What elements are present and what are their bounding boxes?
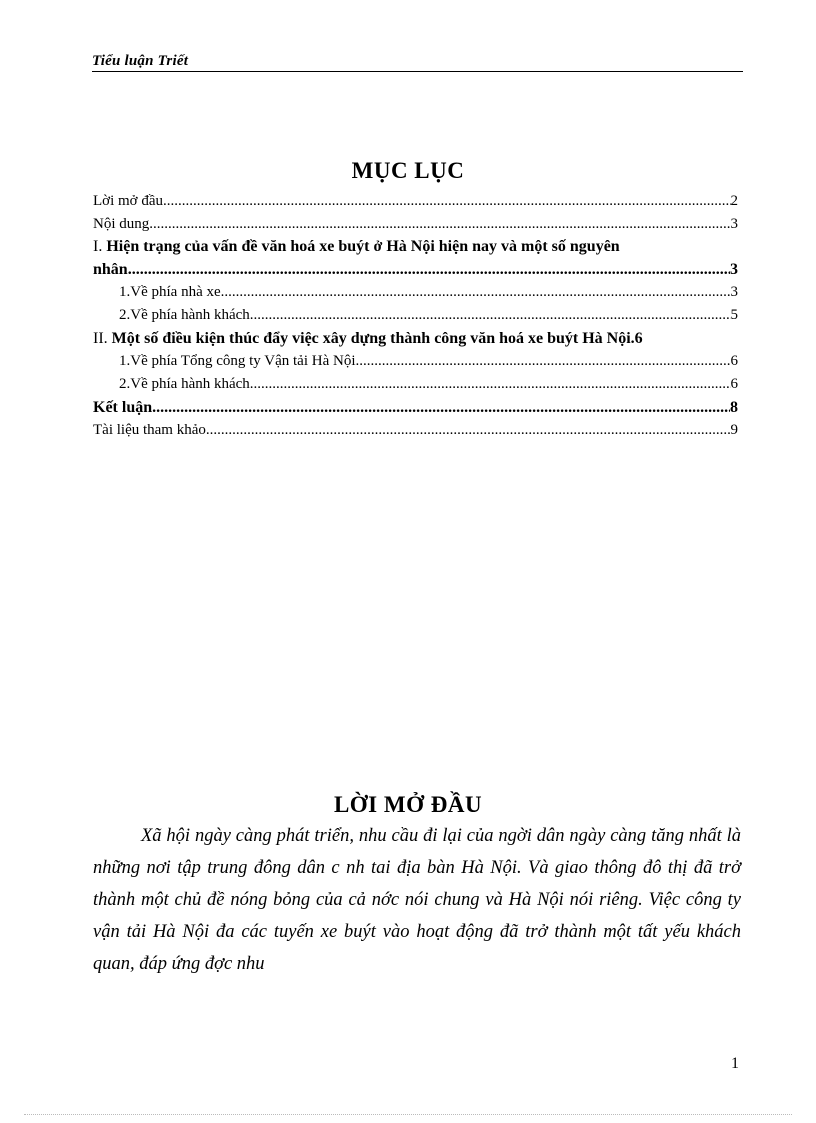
- toc-entry-roman: I.: [93, 238, 103, 255]
- toc-entry-label: Về phía nhà xe.: [130, 284, 225, 300]
- toc-entry-label: Về phía hành khách.: [130, 376, 254, 392]
- toc-entry-1-1[interactable]: [93, 281, 738, 304]
- toc-entry-page: 3: [730, 284, 738, 300]
- intro-title: LỜI MỞ ĐẦU: [333, 792, 483, 817]
- toc-entry-title: Một số điều kiện thúc đẩy việc xây dựng thành công văn hoá xe buýt Hà Nội.: [111, 330, 635, 347]
- toc-entry-section-2[interactable]: [93, 327, 738, 350]
- toc-entry-label: Hiện trạng của vấn đề văn hoá xe buýt ở Hà Nội hiện nay và một số nguyên: [106, 238, 620, 255]
- toc-leader-dots: [128, 258, 730, 281]
- toc-leader-dots: [206, 419, 731, 442]
- toc-entry-label: Lời mở đầu: [93, 193, 164, 209]
- toc-leader-dots: [359, 350, 730, 373]
- toc-entry-number: 2.: [119, 376, 131, 392]
- page-bottom-divider: [24, 1114, 792, 1115]
- toc-entry-number: 1.: [119, 284, 131, 300]
- toc-leader-dots: [156, 396, 730, 419]
- toc-entry-section-1[interactable]: [93, 236, 738, 281]
- toc-entry-page: 5: [730, 307, 738, 323]
- toc-entry-number: 2.: [119, 307, 131, 323]
- toc-entry-page: 6: [730, 353, 738, 369]
- toc-entry-ket-luan[interactable]: [93, 396, 738, 419]
- intro-paragraph: Xã hội ngày càng phát triển, nhu cầu đi lại của ngời dân ngày càng tăng nhất là những nơi tập trung đông dân c nh tai địa bàn Hà Nội. Và giao thông đô thị đã trở thành một chủ đề nóng bỏng của cả nớc nói chung và Hà Nội nói riêng. Việc công ty vận tải Hà Nội đa các tuyến xe buýt vào hoạt động đã trở thành một tất yếu khách quan, đáp ứng đợc nhu: [93, 826, 741, 974]
- toc-entry-line: [93, 236, 738, 258]
- table-of-contents: [93, 190, 738, 442]
- toc-entry-loi-mo-dau[interactable]: [93, 190, 738, 213]
- intro-body: [93, 820, 741, 980]
- toc-entry-page: 6: [634, 330, 643, 347]
- page-number: 1: [731, 1055, 739, 1072]
- toc-leader-dots: [254, 304, 731, 327]
- toc-entry-page: 3: [730, 261, 738, 278]
- toc-leader-dots: [224, 281, 730, 304]
- toc-title: MỤC LỤC: [351, 158, 465, 183]
- toc-leader-dots: [163, 190, 730, 213]
- header-title: Tiểu luận Triết: [92, 53, 189, 69]
- toc-entry-page: 8: [730, 399, 738, 416]
- toc-entry-page: 6: [730, 376, 738, 392]
- toc-entry-label: Về phía hành khách.: [130, 307, 254, 323]
- toc-entry-noi-dung[interactable]: [93, 213, 738, 236]
- page-header: [92, 53, 743, 72]
- toc-entry-label: Nội dung.: [93, 216, 153, 232]
- toc-leader-dots: [254, 373, 731, 396]
- toc-entry-2-2[interactable]: [93, 373, 738, 396]
- toc-entry-label: [93, 327, 635, 350]
- toc-entry-number: 1.: [119, 353, 131, 369]
- toc-entry-page: 2: [730, 193, 738, 209]
- toc-entry-2-1[interactable]: [93, 350, 738, 373]
- toc-entry-roman: II.: [93, 330, 108, 347]
- toc-entry-page: 9: [730, 422, 738, 438]
- toc-leader-dots: [153, 213, 731, 236]
- toc-entry-page: 3: [730, 216, 738, 232]
- toc-entry-1-2[interactable]: [93, 304, 738, 327]
- toc-entry-label: Về phía Tổng công ty Vận tải Hà Nội.: [130, 353, 360, 369]
- toc-entry-label: Tài liệu tham khảo: [93, 422, 206, 438]
- toc-entry-line: [93, 258, 738, 281]
- toc-entry-tai-lieu[interactable]: [93, 419, 738, 442]
- toc-entry-label-cont: nhân: [93, 261, 128, 278]
- toc-entry-label: Kết luận.: [93, 399, 157, 416]
